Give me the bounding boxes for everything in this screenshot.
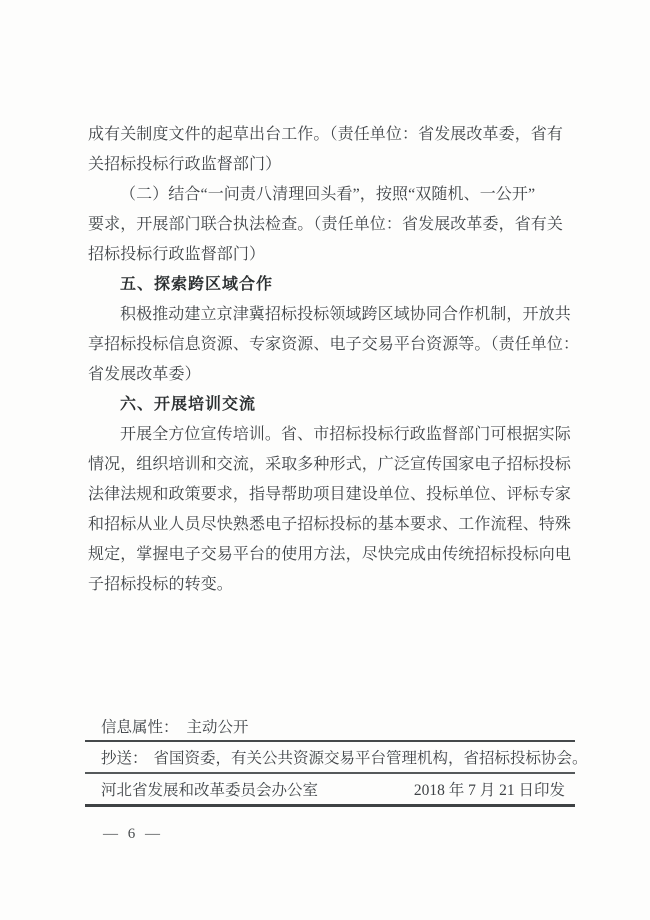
text-line: （二）结合“一问责八清理回头看”，按照“双随机、一公开” bbox=[120, 186, 536, 203]
info-attribute-value: 主动公开 bbox=[186, 719, 249, 736]
text-line: 招标投标行政监督部门） bbox=[88, 246, 266, 263]
text-line: 子招标投标的转变。 bbox=[88, 576, 233, 593]
document-body bbox=[88, 120, 580, 600]
cc-value: 省国资委，有关公共资源交易平台管理机构，省招标投标协会。 bbox=[153, 750, 588, 767]
cc-label: 抄送： bbox=[101, 750, 148, 767]
text-line: 开展全方位宣传培训。省、市招标投标行政监督部门可根据实际 bbox=[120, 426, 571, 443]
print-date: 2018 年 7 月 21 日印发 bbox=[413, 782, 565, 799]
text-line: 关招标投标行政监督部门） bbox=[88, 156, 282, 173]
text-line: 省发展改革委） bbox=[88, 366, 201, 383]
text-line: 法律法规和政策要求，指导帮助项目建设单位、投标单位、评标专家 bbox=[88, 486, 572, 503]
issuing-office: 河北省发展和改革委员会办公室 bbox=[101, 782, 319, 799]
text-line: 要求，开展部门联合执法检查。（责任单位：省发展改革委，省有关 bbox=[88, 216, 564, 233]
page-number: — 6 — bbox=[103, 826, 163, 842]
text-line: 规定，掌握电子交易平台的使用方法，尽快完成由传统招标投标向电 bbox=[88, 546, 572, 563]
info-attribute-row bbox=[85, 712, 575, 742]
text-line: 情况，组织培训和交流，采取多种形式，广泛宣传国家电子招标投标 bbox=[88, 456, 572, 473]
section-heading: 六、开展培训交流 bbox=[120, 396, 257, 413]
text-line: 享招标投标信息资源、专家资源、电子交易平台资源等。（责任单位： bbox=[88, 336, 580, 353]
section-heading: 五、探索跨区域合作 bbox=[120, 276, 274, 293]
issue-row bbox=[85, 774, 575, 807]
document-footer bbox=[85, 712, 588, 807]
text-line: 成有关制度文件的起草出台工作。（责任单位：省发展改革委，省有 bbox=[88, 126, 564, 143]
text-line: 积极推动建立京津冀招标投标领域跨区域协同合作机制，开放共 bbox=[120, 306, 571, 323]
cc-row bbox=[85, 742, 588, 774]
text-line: 和招标从业人员尽快熟悉电子招标投标的基本要求、工作流程、特殊 bbox=[88, 516, 572, 533]
info-attribute-label: 信息属性： bbox=[101, 719, 179, 736]
